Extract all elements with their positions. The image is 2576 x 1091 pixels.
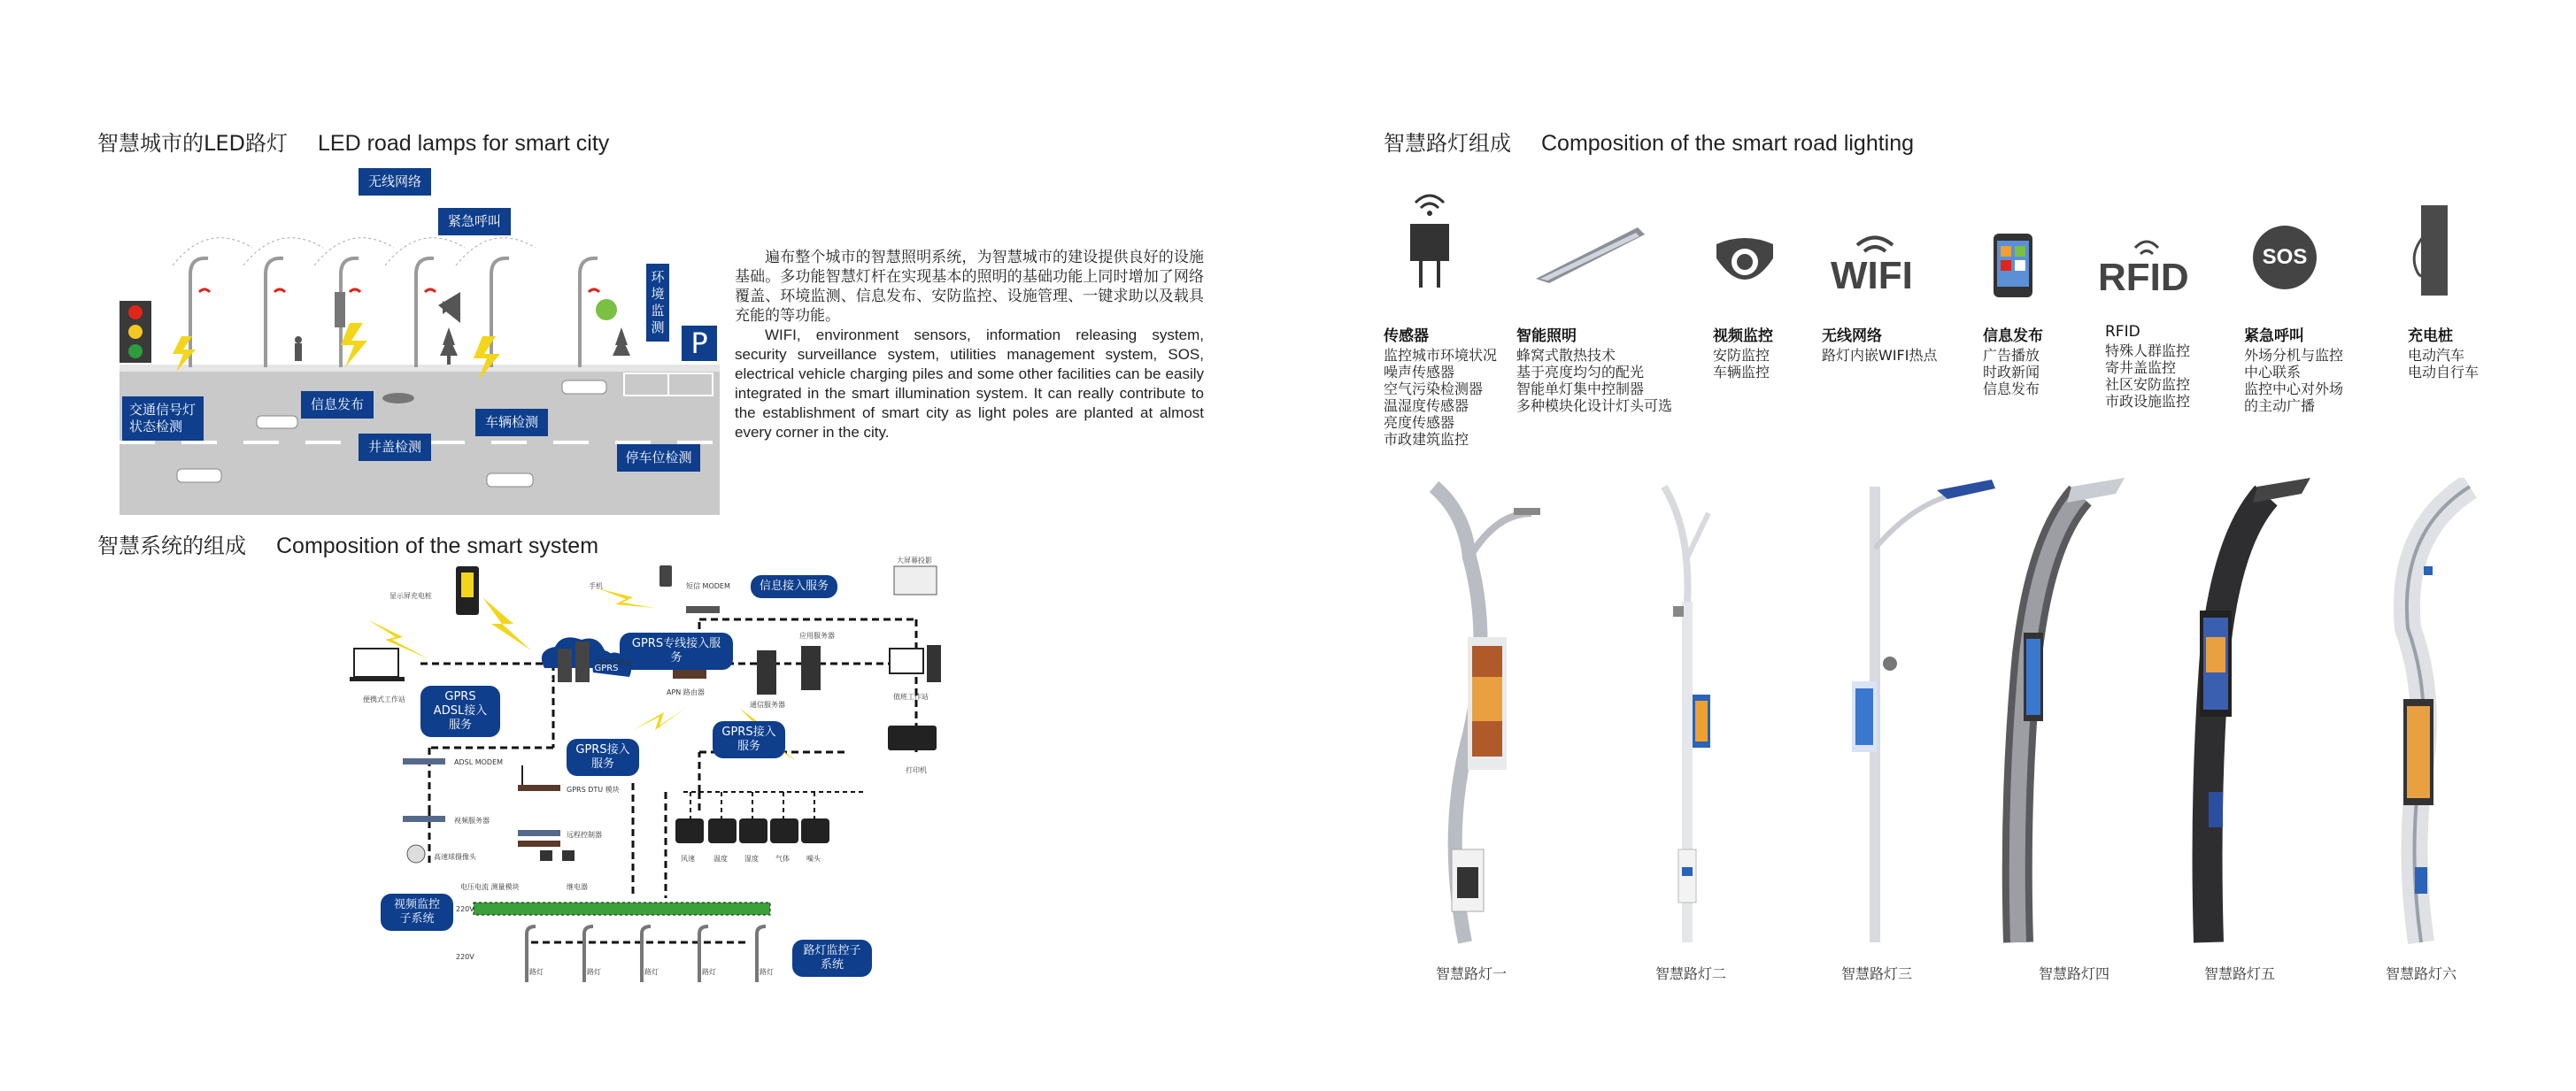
component-video	[1713, 323, 1773, 380]
component-sensor	[1384, 323, 1497, 448]
component-title: RFID	[2105, 323, 2140, 341]
component-item: 信息发布	[1983, 380, 2040, 397]
lamp-pole-2	[1664, 487, 1710, 942]
label-monitor-station: 值班工作站	[893, 693, 929, 701]
component-item: 外场分机与监控	[2244, 347, 2344, 364]
component-item: 温湿度传感器	[1384, 397, 1469, 414]
component-title: 视频监控	[1713, 327, 1773, 345]
label-adsl-modem: ADSL MODEM	[454, 758, 504, 766]
component-rfid	[2105, 323, 2190, 410]
lamp-label-2: 智慧路灯二	[1655, 965, 1727, 982]
paragraph-cn: 遍布整个城市的智慧照明系统，为智慧城市的建设提供良好的设施基础。多功能智慧灯杆在实现基本的照明的基础功能上同时增加了网络覆盖、环境监测、信息发布、安防监控、设施管理、一键求助以及载具充能的等功能。	[735, 249, 1204, 325]
component-item: 社区安防监控	[2105, 376, 2191, 393]
charging-pile-icon	[2412, 202, 2451, 299]
label-apn: APN 路由器	[667, 688, 705, 696]
lamp-node-label: 路灯	[587, 968, 601, 976]
component-item: 广告播放	[1983, 347, 2040, 364]
camera-icon	[1713, 232, 1777, 296]
label-laptop: 便携式工作站	[363, 695, 405, 703]
label-dtu: GPRS DTU 模块	[567, 786, 620, 794]
system-diagram	[350, 553, 969, 1000]
label-sms-modem: 短信 MODEM	[686, 582, 730, 590]
component-item: 路灯内嵌WIFI热点	[1822, 347, 1938, 364]
component-item: 亮度传感器	[1384, 414, 1455, 431]
component-title: 传感器	[1384, 327, 1429, 345]
tag-parking-sign: P	[682, 326, 717, 361]
lamp-node-label: 路灯	[702, 968, 716, 976]
paragraph-en: WIFI, environment sensors, information releasing system, security surveillance system, utilities management system, SOS, electrical vehicle charging piles and some other facilities can be easily integrated in the smart illumination system. It can really contribute to the establishment of smart city as light poles are planted at almost every corner in the city.	[735, 327, 1204, 441]
tag-info: 信息发布	[301, 391, 374, 419]
component-info	[1983, 323, 2043, 397]
intro-text	[735, 248, 1204, 442]
lamp-label-6: 智慧路灯六	[2386, 965, 2457, 982]
label-internet: Internet	[518, 672, 553, 682]
label-relay: 继电器	[567, 883, 588, 891]
component-item: 市政设施监控	[2105, 393, 2191, 410]
sensor-label: 温度	[713, 855, 728, 863]
component-item: 安防监控	[1713, 347, 1770, 364]
sensor-label: 噪头	[806, 855, 821, 863]
label-220v-b: 220V	[456, 953, 474, 961]
component-title: 智能照明	[1516, 327, 1577, 345]
section2-title-en: Composition of the smart system	[276, 534, 599, 558]
component-item: 基于亮度均匀的配光	[1516, 364, 1645, 380]
lamp-node-label: 路灯	[644, 968, 659, 976]
component-item: 蜂窝式散热技术	[1516, 347, 1616, 364]
lamp-node-label: 路灯	[760, 968, 774, 976]
component-item: 空气污染检测器	[1384, 380, 1484, 397]
section1-title-cn: 智慧城市的LED路灯	[97, 131, 289, 156]
component-title: 紧急呼叫	[2244, 327, 2304, 345]
pill-gprs-access-1: GPRS接入服务	[567, 739, 639, 776]
lamp-node-label: 路灯	[529, 968, 544, 976]
pill-lamp-sub: 路灯监控子系统	[792, 940, 872, 977]
sos-icon-text: SOS	[2253, 226, 2317, 289]
label-ggsn: GGSN 路由	[595, 658, 633, 666]
label-gprs-net: GPRS网络	[594, 664, 619, 687]
tag-traffic: 交通信号灯状态检测	[122, 396, 204, 441]
pill-info-access: 信息接入服务	[751, 575, 837, 598]
label-io-server: 远程控制器	[567, 831, 602, 839]
component-item: 时政新闻	[1983, 364, 2040, 380]
label-220v-a: 220V	[456, 905, 474, 913]
rfid-icon	[2098, 232, 2195, 299]
lamp-pole-1	[1434, 487, 1540, 942]
tag-environment: 环境监测	[646, 264, 669, 342]
pill-gprs-adsl: GPRS ADSL接入服务	[420, 686, 500, 737]
section1-title	[97, 126, 609, 157]
right-title	[1384, 126, 1914, 157]
label-big-screen: 大屏幕投影	[897, 557, 932, 565]
tag-emergency: 紧急呼叫	[438, 208, 511, 235]
smart-lighting-icon	[1531, 217, 1647, 288]
section2-title-cn: 智慧系统的组成	[97, 534, 246, 558]
component-item: 多种模块化设计灯头可选	[1516, 397, 1673, 414]
label-printer: 打印机	[906, 766, 927, 774]
pill-gprs-access-2: GPRS接入服务	[713, 721, 785, 758]
wifi-icon	[1831, 232, 1919, 296]
component-lighting	[1516, 323, 1672, 414]
tag-parking: 停车位检测	[617, 444, 700, 472]
component-title: 信息发布	[1983, 327, 2043, 345]
component-title: 充电桩	[2408, 327, 2453, 345]
lamp-label-4: 智慧路灯四	[2039, 965, 2110, 982]
component-item: 寄井盖监控	[2105, 359, 2177, 376]
lamp-pole-4	[2017, 478, 2125, 942]
component-item: 智能单灯集中控制器	[1516, 380, 1645, 397]
component-item: 电动汽车	[2408, 347, 2465, 364]
lamp-pole-3	[1852, 480, 1995, 942]
right-title-en: Composition of the smart road lighting	[1541, 131, 1915, 156]
sensor-label: 气体	[775, 855, 790, 863]
pill-video-sub: 视频监控子系统	[381, 894, 453, 931]
lamp-label-5: 智慧路灯五	[2204, 965, 2276, 982]
tag-vehicle: 车辆检测	[475, 409, 548, 436]
street-scene	[120, 168, 720, 515]
lamp-poles	[1381, 478, 2505, 947]
component-item: 噪声传感器	[1384, 364, 1455, 380]
rfid-icon-text: RFID	[2098, 256, 2189, 299]
system-lines	[350, 553, 969, 1000]
lamp-pole-6	[2403, 487, 2470, 942]
sensor-label: 湿度	[744, 855, 759, 863]
label-app-server: 应用服务器	[799, 632, 835, 640]
lamp-label-1: 智慧路灯一	[1436, 965, 1508, 982]
lamp-pole-5	[2200, 478, 2310, 942]
label-screen-show: 显示屏充电桩	[389, 592, 432, 600]
section1-title-en: LED road lamps for smart city	[318, 131, 610, 156]
component-item: 车辆监控	[1713, 364, 1770, 380]
sensor-icon	[1403, 190, 1456, 296]
component-sos	[2244, 323, 2343, 414]
component-item: 中心联系	[2244, 364, 2302, 380]
component-wireless	[1822, 323, 1937, 364]
sos-icon	[2253, 226, 2324, 296]
component-item: 监控城市环境状况	[1384, 347, 1498, 364]
pill-gprs-line: GPRS专线接入服务	[620, 633, 733, 670]
label-phone: 手机	[589, 582, 603, 590]
sensor-label: 风速	[681, 855, 695, 863]
info-display-icon	[1992, 232, 2034, 299]
component-title: 无线网络	[1822, 327, 1882, 345]
lamp-label-3: 智慧路灯三	[1841, 965, 1913, 982]
tag-manhole: 井盖检测	[359, 434, 431, 461]
label-comm-server: 通信服务器	[750, 701, 785, 709]
tag-wireless: 无线网络	[359, 168, 431, 196]
label-video-server: 视频服务器	[454, 817, 490, 825]
component-charging	[2408, 323, 2479, 380]
component-item: 的主动广播	[2244, 397, 2316, 414]
component-item: 市政建筑监控	[1384, 431, 1469, 448]
label-hd-camera: 高速球摄像头	[434, 853, 476, 861]
component-item: 监控中心对外场	[2244, 380, 2344, 397]
component-item: 特殊人群监控	[2105, 342, 2191, 359]
right-title-cn: 智慧路灯组成	[1384, 131, 1511, 156]
wifi-icon-text: WIFI	[1831, 254, 1913, 297]
component-item: 电动自行车	[2408, 364, 2480, 380]
label-meter: 电压电流 测量模块	[460, 883, 520, 891]
